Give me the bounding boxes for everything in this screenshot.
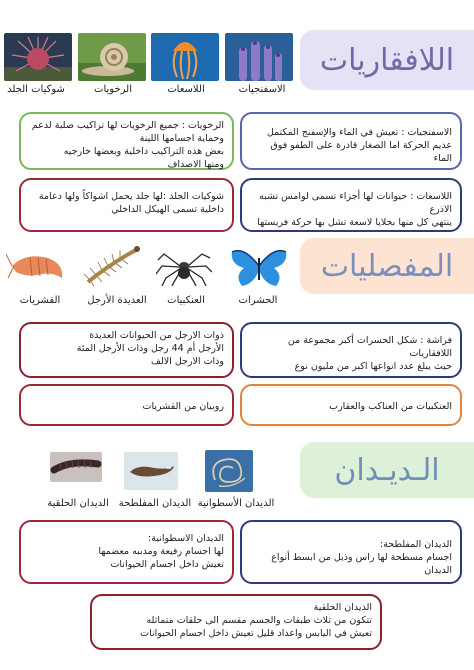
echinoderms-info-box: شوكيات الجلد :لها جلد يحمل اشواكاً ولها دعامة داخلية تسمى الهيكل الداخلي [19, 178, 234, 232]
section-banner-worms [300, 442, 474, 498]
section-banner-arthropods [300, 238, 474, 294]
caption-myriapods: العديدة الأرجل [87, 295, 147, 306]
spider-image [156, 246, 212, 286]
section-title: المفصليات [320, 248, 454, 284]
arachnids-info-box: العنكبيات من العناكب والعقارب [240, 384, 462, 426]
caption-flatworms: الديدان المفلطحة [118, 498, 192, 509]
roundworms-info-box: الديدان الاسطوانية: لها اجسام رفيعة ومدببه معضمها تعيش داخل اجسام الحيوانات [19, 520, 234, 584]
caption-insects: الحشرات [238, 295, 278, 306]
caption-jellyfish: اللاسعات [167, 84, 205, 95]
caption-crustaceans: القشريات [19, 295, 61, 306]
flatworms-info-box: الديدان المفلطحة: اجسام مسطحة لها راس وذيل من ابسط أنواع الديدان [240, 520, 462, 584]
sponges-info-box: الاسفنجيات : تعيش في الماء والإسفنج المكتمل عديم الحركة اما الصغار قادرة على الطفو فوق الماء [240, 112, 462, 170]
sea-urchin-image [4, 33, 72, 81]
section-title: اللافقاريات [319, 42, 455, 78]
butterfly-image [230, 246, 288, 288]
caption-echinoderms: شوكيات الجلد [7, 84, 65, 95]
sponge-image [225, 33, 293, 81]
section-title: الـديـدان [334, 452, 440, 488]
crustaceans-info-box: روبيان من القشريات [19, 384, 234, 426]
centipede-image [80, 244, 146, 286]
planarian-image [124, 452, 178, 490]
earthworm-image [50, 452, 102, 482]
jellyfish-image [151, 33, 219, 81]
section-banner-invertebrates [300, 30, 474, 90]
insects-info-box: فراشة : شكل الحسرات أكبر مجموعة من اللافقاريات حيث يبلغ عدد انواعها اكبر من مليون نوع [240, 322, 462, 378]
caption-sponges: الاسفنجيات [238, 84, 286, 95]
shrimp-image [6, 248, 72, 286]
caption-arachnids: العنكبيات [167, 295, 205, 306]
caption-segmented: الديدان الحلقية [47, 498, 109, 509]
snail-image [78, 33, 146, 81]
mollusks-info-box: الرخويات : جميع الرخويات لها تراكيب صلبة لدعم وحماية اجسامها اللينة بعض هذه التراكيب داخلية وبعضها خارجيه ومنها الاصداف [19, 112, 234, 170]
segmented-info-box: الديدان الحلقية تتكون من ثلاث طبقات والجسم مقسم الى حلقات متماثله تعيش في اليابس واعداد قليل تعيش داخل اجسام الحيوانات [90, 594, 382, 650]
myriapods-info-box: ذوات الارجل من الحيوانات العديدة الأرجل أم 44 رجل وذات الأرجل المئة وذات الارجل الالف [19, 322, 234, 378]
caption-mollusks: الرخويات [94, 84, 132, 95]
jellyfish-info-box: اللاسعات : حيوانات لها أجزاء تسمى لوامس تشبه الاذرع ينتهي كل منها بخلايا لاسعة تشل بها حركة فريستها [240, 178, 462, 232]
roundworm-image [205, 450, 253, 492]
caption-roundworms: الديدان الأسطوانية [197, 498, 275, 509]
